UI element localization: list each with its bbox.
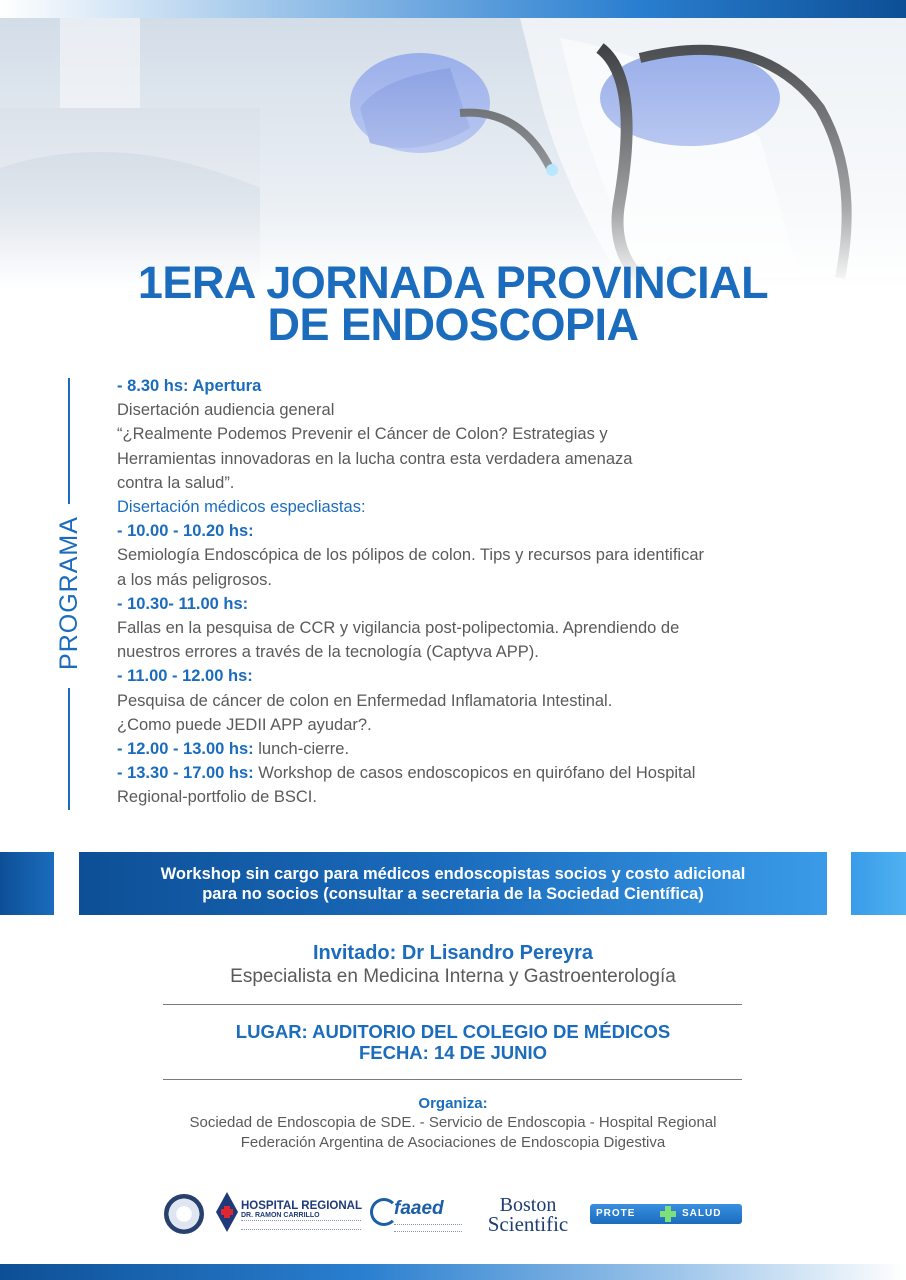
faaed-wordmark: faaed xyxy=(394,1198,444,1219)
endoscope-procedure-image xyxy=(0,18,906,288)
guest-role: Especialista en Medicina Interna y Gastroenterología xyxy=(230,966,676,987)
prote-word: PROTE xyxy=(596,1208,636,1219)
workshop-line-1: Workshop sin cargo para médicos endoscopistas socios y costo adicional xyxy=(160,865,746,883)
organizers xyxy=(0,1095,906,1152)
faaed-fine-print xyxy=(394,1224,462,1232)
session-3-time: - 11.00 - 12.00 hs: xyxy=(117,667,253,686)
organizers-line-2: Federación Argentina de Asociaciones de Endoscopia Digestiva xyxy=(240,1133,666,1151)
event-title xyxy=(0,257,906,350)
hospital-regional-logo xyxy=(216,1188,366,1240)
venue-date xyxy=(0,1021,906,1063)
divider-1 xyxy=(163,1004,742,1005)
sponsor-logos xyxy=(160,1188,750,1240)
side-divider-top xyxy=(68,378,70,504)
session-2-line-2: nuestros errores a través de la tecnología (Captyva APP). xyxy=(117,643,539,662)
session-3-line-2: ¿Como puede JEDII APP ayudar?. xyxy=(117,715,372,734)
event-date: FECHA: 14 DE JUNIO xyxy=(358,1042,548,1063)
organizers-line-1: Sociedad de Endoscopia de SDE. - Servicio de Endoscopia - Hospital Regional xyxy=(189,1114,717,1131)
plus-cross-icon xyxy=(660,1206,676,1222)
organizers-title: Organiza: xyxy=(418,1095,488,1112)
side-divider-bottom xyxy=(68,688,70,810)
hero-photo xyxy=(0,18,906,288)
venue: LUGAR: AUDITORIO DEL COLEGIO DE MÉDICOS xyxy=(235,1021,671,1042)
session-4-text: lunch-cierre. xyxy=(253,740,350,759)
talk-quote-line-1: “¿Realmente Podemos Prevenir el Cáncer de Colon? Estrategias y xyxy=(117,425,608,444)
hospital-fine-print xyxy=(241,1220,361,1230)
program-schedule xyxy=(117,374,837,810)
session-5-time: - 13.30 - 17.00 hs: xyxy=(117,764,254,783)
session-4 xyxy=(117,737,837,761)
guest-name: Invitado: Dr Lisandro Pereyra xyxy=(312,942,594,964)
session-5-line-2: Regional-portfolio de BSCI. xyxy=(117,788,317,807)
session-1-time: - 10.00 - 10.20 hs: xyxy=(117,522,254,541)
session-4-time: - 12.00 - 13.00 hs: xyxy=(117,740,254,759)
program-side-label xyxy=(46,378,92,810)
specialists-label: Disertación médicos especliastas: xyxy=(117,498,366,517)
general-talk-label: Disertación audiencia general xyxy=(117,401,335,420)
boston-scientific-logo xyxy=(476,1188,580,1240)
band-accent-right xyxy=(851,852,906,915)
title-line-2: DE ENDOSCOPIA xyxy=(267,299,639,350)
scientific-word: Scientific xyxy=(487,1212,569,1236)
workshop-banner xyxy=(79,852,827,915)
society-seal-logo xyxy=(164,1194,204,1234)
band-accent-left xyxy=(0,852,54,915)
hospital-name: HOSPITAL REGIONAL xyxy=(241,1200,362,1212)
talk-quote-line-2: Herramientas innovadoras en la lucha contra esta verdadera amenaza xyxy=(117,449,633,468)
top-accent-bar xyxy=(0,0,906,18)
bottom-accent-bar xyxy=(0,1264,906,1280)
guest-speaker xyxy=(0,941,906,989)
program-label: PROGRAMA xyxy=(55,516,83,670)
session-3-line-1: Pesquisa de cáncer de colon en Enfermedad Inflamatoria Intestinal. xyxy=(117,691,613,710)
session-1-line-2: a los más peligrosos. xyxy=(117,570,272,589)
talk-quote-line-3: contra la salud”. xyxy=(117,473,235,492)
boston-word: Boston xyxy=(499,1194,557,1216)
session-1-line-1: Semiología Endoscópica de los pólipos de colon. Tips y recursos para identificar xyxy=(117,546,704,565)
opening-time: - 8.30 hs: Apertura xyxy=(117,377,262,395)
salud-word: SALUD xyxy=(682,1208,722,1219)
hospital-cross-icon xyxy=(216,1192,238,1232)
divider-2 xyxy=(163,1079,742,1080)
session-2-line-1: Fallas en la pesquisa de CCR y vigilancia post-polipectomia. Aprendiendo de xyxy=(117,619,680,638)
faaed-logo xyxy=(370,1188,462,1240)
hospital-subtitle: DR. RAMON CARRILLO xyxy=(241,1212,320,1219)
session-5 xyxy=(117,761,837,785)
prote-salud-logo xyxy=(590,1204,742,1224)
session-2-time: - 10.30- 11.00 hs: xyxy=(117,594,249,613)
session-5-text: Workshop de casos endoscopicos en quirófano del Hospital xyxy=(253,764,696,783)
title-line-1: 1ERA JORNADA PROVINCIAL xyxy=(137,257,769,308)
workshop-line-2: para no socios (consultar a secretaria de la Sociedad Científica) xyxy=(202,885,704,903)
